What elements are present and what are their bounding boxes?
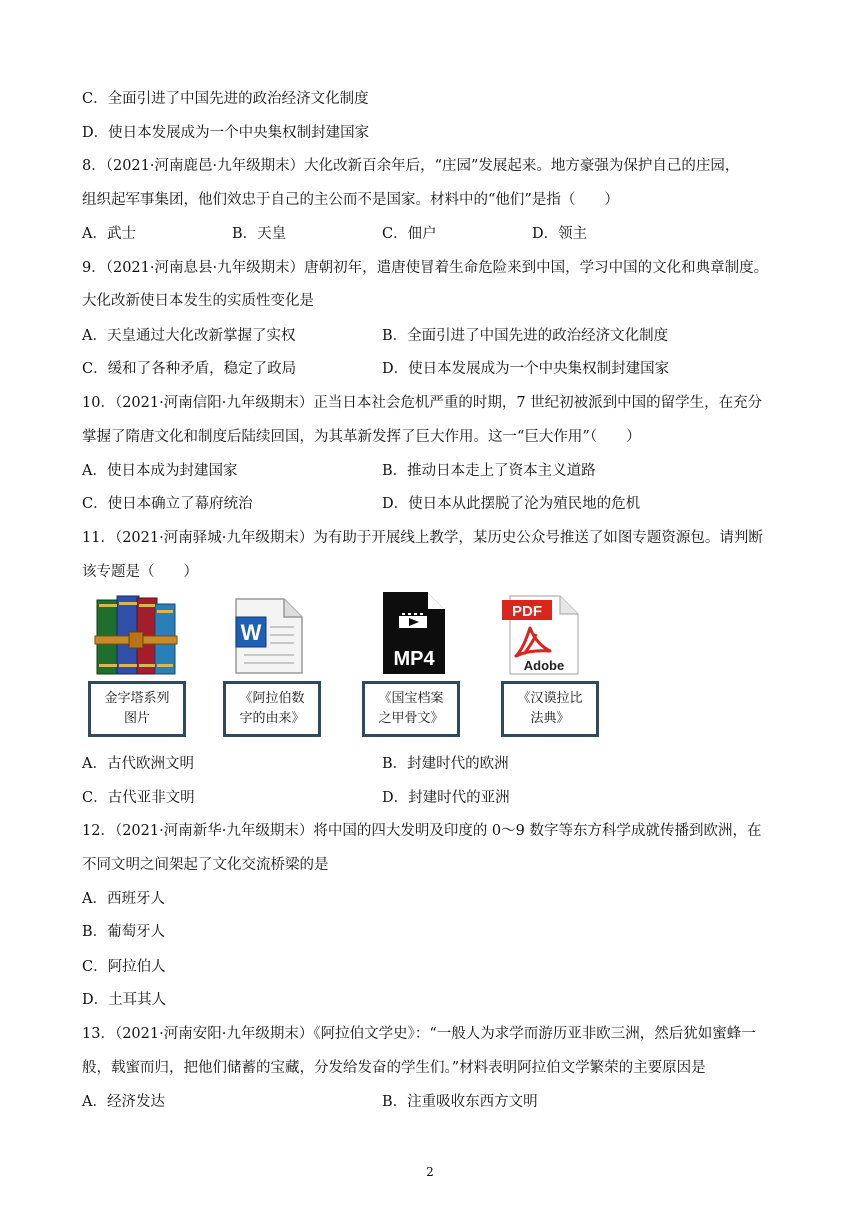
q8-option-a: A．武士	[82, 226, 136, 242]
q9-option-c: C．缓和了各种矛盾，稳定了政局	[82, 361, 297, 377]
page-number: 2	[426, 1165, 434, 1179]
pdf-file-icon	[500, 594, 582, 676]
q11-option-d: D．封建时代的亚洲	[382, 790, 510, 806]
q10-option-c: C．使日本确立了幕府统治	[82, 496, 253, 512]
q11-option-a: A．古代欧洲文明	[82, 756, 194, 772]
q9-option-d: D．使日本发展成为一个中央集权制封建国家	[382, 361, 670, 377]
q12-option-b: B．葡萄牙人	[82, 924, 166, 940]
mp4-file-icon	[381, 590, 447, 676]
q12-option-a: A．西班牙人	[82, 891, 165, 907]
q13-stem-line2: 般，载蜜而归，把他们储蓄的宝藏，分发给发奋的学生们。”材料表明阿拉伯文学繁荣的主要原因是	[82, 1060, 706, 1076]
books-icon	[93, 592, 181, 678]
q10-stem-line2: 掌握了隋唐文化和制度后陆续回国，为其革新发挥了巨大作用。这一“巨大作用”（ ）	[82, 429, 641, 445]
q8-stem-line1: 8．（2021·河南鹿邑·九年级期末）大化改新百余年后，“庄园”发展起来。地方豪强为保护自己的庄园，	[82, 158, 740, 174]
q9-stem-line1: 9．（2021·河南息县·九年级期末）唐朝初年，遣唐使冒着生命危险来到中国，学习中国的文化和典章制度。	[82, 260, 769, 276]
q10-option-a: A．使日本成为封建国家	[82, 463, 238, 479]
adobe-label: Adobe	[523, 658, 565, 673]
q8-stem-line2: 组织起军事集团，他们效忠于自己的主公而不是国家。材料中的“他们”是指（ ）	[82, 192, 619, 208]
q12-option-d: D．土耳其人	[82, 992, 167, 1008]
q10-stem-line1: 10．（2021·河南信阳·九年级期末）正当日本社会危机严重的时期，7 世纪初被派到中国的留学生，在充分	[82, 395, 763, 411]
word-document-icon	[228, 597, 306, 675]
q8-option-d: D．领主	[532, 226, 588, 242]
mp4-label: MP4	[393, 648, 435, 670]
q10-option-b: B．推动日本走上了资本主义道路	[382, 463, 596, 479]
q11-option-c: C．古代亚非文明	[82, 790, 195, 806]
q7-option-d: D．使日本发展成为一个中央集权制封建国家	[82, 125, 370, 141]
q9-option-a: A．天皇通过大化改新掌握了实权	[82, 328, 296, 344]
q13-option-b: B．注重吸收东西方文明	[382, 1094, 538, 1110]
q9-option-b: B．全面引进了中国先进的政治经济文化制度	[382, 328, 669, 344]
q9-stem-line2: 大化改新使日本发生的实质性变化是	[82, 293, 314, 309]
caption-arabic-numerals: 《阿拉伯数 字的由来》	[223, 681, 321, 737]
q13-stem-line1: 13．（2021·河南安阳·九年级期末）《阿拉伯文学史》：“一般人为求学而游历亚非欧三洲，然后犹如蜜蜂一	[82, 1026, 756, 1042]
q12-stem-line1: 12．（2021·河南新华·九年级期末）将中国的四大发明及印度的 0～9 数字等东方科学成就传播到欧洲，在	[82, 823, 762, 839]
q8-option-c: C．佃户	[382, 226, 437, 242]
q12-option-c: C．阿拉伯人	[82, 959, 166, 975]
q11-option-b: B．封建时代的欧洲	[382, 756, 509, 772]
q13-option-a: A．经济发达	[82, 1094, 165, 1110]
q8-option-b: B．天皇	[232, 226, 287, 242]
caption-pyramid-pictures: 金字塔系列 图片	[88, 681, 186, 737]
q11-stem-line2: 该专题是（ ）	[82, 564, 198, 580]
q12-stem-line2: 不同文明之间架起了文化交流桥梁的是	[82, 857, 329, 873]
q7-option-c: C．全面引进了中国先进的政治经济文化制度	[82, 91, 369, 107]
q11-stem-line1: 11．（2021·河南驿城·九年级期末）为有助于开展线上教学，某历史公众号推送了如图专题资源包。请判断	[82, 530, 763, 546]
pdf-label: PDF	[512, 603, 542, 620]
word-letter: W	[240, 620, 262, 645]
q10-option-d: D．使日本从此摆脱了沦为殖民地的危机	[382, 496, 641, 512]
caption-hammurabi-code: 《汉谟拉比 法典》	[501, 681, 599, 737]
caption-oracle-bones: 《国宝档案 之甲骨文》	[362, 681, 460, 737]
